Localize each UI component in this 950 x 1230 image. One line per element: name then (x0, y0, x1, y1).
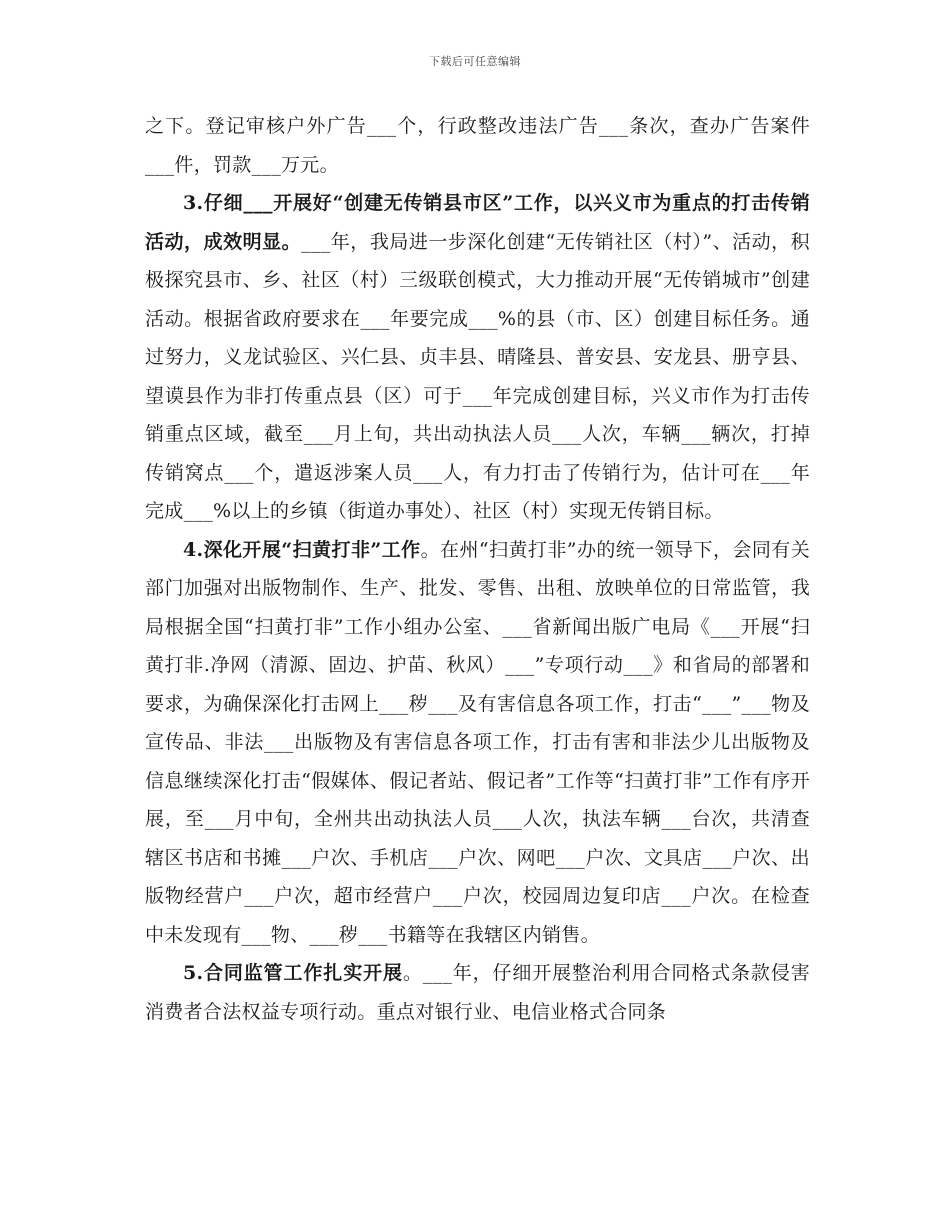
paragraph-text: 之下。登记审核户外广告___个，行政整改违法广告___条次，查办广告案件___件，罚款___万元。 (145, 115, 810, 176)
paragraph-heading: 3.仔细___开展好“创建无传销县市区”工作，以兴义市为重点的打击传销活动，成效明显。 (145, 192, 810, 253)
paragraph-continuation (145, 107, 810, 184)
paragraph-5 (145, 954, 810, 1031)
paragraph-4 (145, 531, 810, 955)
paragraph-text: 。在州“扫黄打非”办的统一领导下，会同有关部门加强对出版物制作、生产、批发、零售、出租、放映单位的日常监管，我局根据全国“扫黄打非”工作小组办公室、___省新闻出版广电局《___开展“扫黄打非.净网（清源、固边、护苗、秋风）___”专项行动___》和省局的部署和要求，为确保深化打击网上___秽___及有害信息各项工作，打击“___”___物及宣传品、非法___出版物及有害信息各项工作，打击有害和非法少儿出版物及信息继续深化打击“假媒体、假记者站、假记者”工作等“扫黄打非”工作有序开展，至___月中旬，全州共出动执法人员___人次，执法车辆___台次，共清查辖区书店和书摊___户次、手机店___户次、网吧___户次、文具店___户次、出版物经营户___户次，超市经营户___户次，校园周边复印店___户次。在检查中未发现有___物、___秽___书籍等在我辖区内销售。 (145, 538, 810, 946)
paragraph-heading: 4.深化开展“扫黄打非”工作 (183, 538, 421, 561)
page-header: 下载后可任意编辑 (429, 55, 521, 68)
document-body (145, 107, 810, 1031)
paragraph-text: 。___年，仔细开展整治利用合同格式条款侵害消费者合法权益专项行动。重点对银行业、电信业格式合同条 (145, 962, 810, 1023)
paragraph-3 (145, 184, 810, 531)
paragraph-text: ___年，我局进一步深化创建“无传销社区（村）”、活动，积极探究县市、乡、社区（村）三级联创模式，大力推动开展“无传销城市”创建活动。根据省政府要求在___年要完成___%的县（市、区）创建目标任务。通过努力，义龙试验区、兴仁县、贞丰县、晴隆县、普安县、安龙县、册亨县、望谟县作为非打传重点县（区）可于___年完成创建目标，兴义市作为打击传销重点区域，截至___月上旬，共出动执法人员___人次，车辆___辆次，打掉传销窝点___个，遣返涉案人员___人，有力打击了传销行为，估计可在___年完成___%以上的乡镇（街道办事处）、社区（村）实现无传销目标。 (145, 230, 810, 522)
paragraph-heading: 5.合同监管工作扎实开展 (183, 962, 403, 984)
